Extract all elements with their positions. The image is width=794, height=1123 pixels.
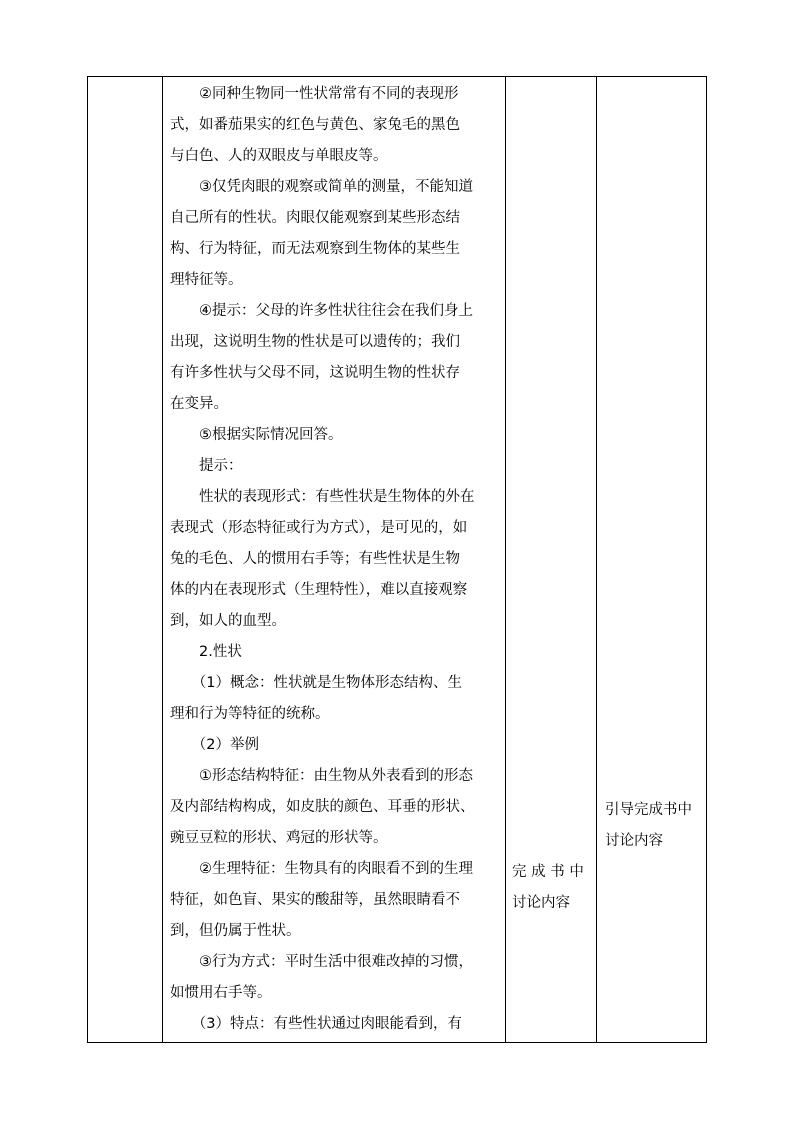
text-line: 特征，如色盲、果实的酸甜等，虽然眼睛看不: [170, 892, 460, 908]
text-line: 性状的表现形式：有些性状是生物体的外在: [170, 489, 475, 505]
text-line: 理和行为等特征的统称。: [170, 706, 330, 722]
text-line: 2.性状: [170, 644, 242, 660]
text-line: ②生理特征：生物具有的肉眼看不到的生理: [170, 861, 473, 877]
text-line: 兔的毛色、人的惯用右手等；有些性状是生物: [170, 551, 460, 567]
text-line: （2）举例: [170, 737, 259, 753]
student-activity-text: [512, 857, 584, 919]
text-line: ③行为方式：平时生活中很难改掉的习惯，: [170, 954, 473, 970]
text-line: 如惯用右手等。: [170, 985, 272, 1001]
text-line: 到，但仍属于性状。: [170, 923, 301, 939]
text-line: 出现，这说明生物的性状是可以遗传的；我们: [170, 334, 460, 350]
text-line: （3）特点：有些性状通过肉眼能看到，有: [170, 1016, 462, 1032]
text-line: 及内部结构构成，如皮肤的颜色、耳垂的形状、: [170, 799, 475, 815]
lesson-plan-table: [87, 76, 707, 1043]
text-line: 提示：: [170, 458, 243, 474]
text-line: （1）概念：性状就是生物体形态结构、生: [170, 675, 462, 691]
text-line: 体的内在表现形式（生理特性），难以直接观察: [170, 582, 468, 598]
stage-cell: [88, 77, 162, 1042]
text-line: 完 成 书 中: [512, 864, 584, 880]
teaching-content-cell: [163, 77, 505, 1042]
text-line: ⑤根据实际情况回答。: [170, 427, 343, 443]
text-line: 豌豆豆粒的形状、鸡冠的形状等。: [170, 830, 388, 846]
text-line: 式，如番茄果实的红色与黄色、家兔毛的黑色: [170, 117, 460, 133]
text-line: 在变异。: [170, 396, 228, 412]
text-line: 有许多性状与父母不同，这说明生物的性状存: [170, 365, 460, 381]
text-line: 表现式（形态特征或行为方式），是可见的，如: [170, 520, 468, 536]
text-line: 讨论内容: [605, 833, 663, 849]
student-activity-cell: [506, 77, 596, 1042]
text-line: 到，如人的血型。: [170, 613, 286, 629]
text-line: 理特征等。: [170, 272, 243, 288]
text-line: 自己所有的性状。肉眼仅能观察到某些形态结: [170, 210, 460, 226]
text-line: 构、行为特征，而无法观察到生物体的某些生: [170, 241, 460, 257]
text-line: ③仅凭肉眼的观察或简单的测量，不能知道: [170, 179, 473, 195]
design-intent-cell: [597, 77, 706, 1042]
text-line: 引导完成书中: [605, 802, 692, 818]
teaching-content-text: [170, 79, 501, 1040]
text-line: ①形态结构特征：由生物从外表看到的形态: [170, 768, 473, 784]
text-line: ②同种生物同一性状常常有不同的表现形: [170, 86, 459, 102]
text-line: ④提示：父母的许多性状往往会在我们身上: [170, 303, 473, 319]
design-intent-text: [605, 795, 692, 857]
text-line: 与白色、人的双眼皮与单眼皮等。: [170, 148, 388, 164]
text-line: 讨论内容: [512, 895, 570, 911]
